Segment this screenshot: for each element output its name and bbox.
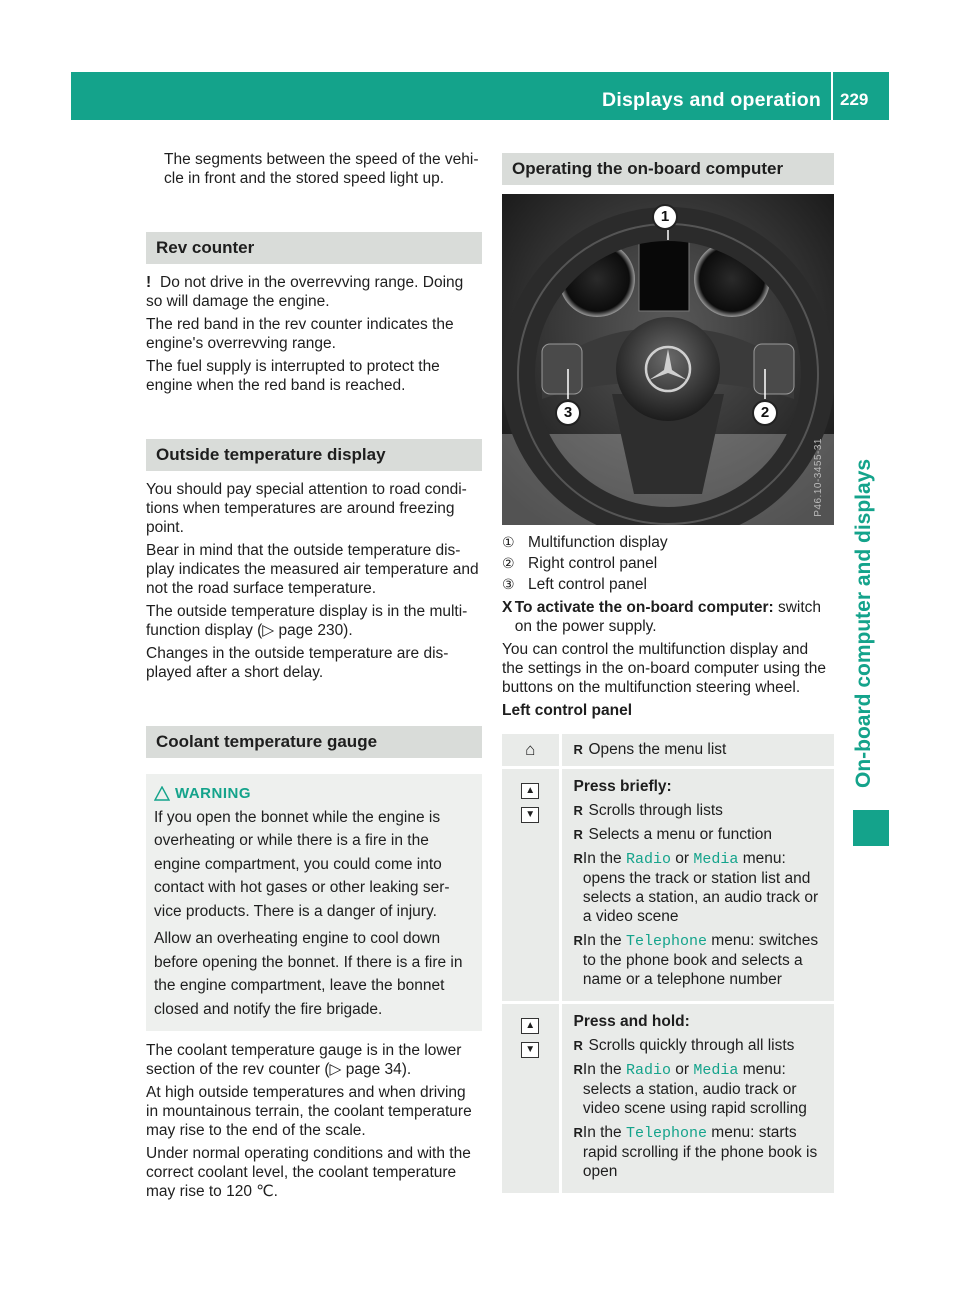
warning-paragraph-2: Allow an overheating engine to cool down before opening the bonnet. If there is a fire in the engine compartment, leave the bonnet closed and notify the fire brigade. — [154, 930, 463, 1018]
list-item-text — [583, 849, 826, 926]
home-key-cell — [502, 734, 560, 768]
table-row — [502, 768, 834, 1003]
legend-number: ③ — [502, 576, 515, 592]
control-table — [502, 734, 834, 1196]
press-briefly-desc — [560, 768, 834, 1003]
bullet-icon: R — [573, 742, 583, 757]
list-item — [574, 1036, 827, 1055]
warning-box — [146, 774, 482, 1031]
list-item — [574, 849, 827, 926]
legend-item — [502, 575, 834, 594]
text-part: In the — [582, 1061, 626, 1078]
legend-number: ② — [502, 555, 515, 571]
warning-triangle-icon — [154, 786, 170, 801]
control-paragraph: You can control the multifunction display and the settings in the on-board computer using the buttons on the multifunction steering wheel. — [502, 641, 826, 696]
coolant-heading: Coolant temperature gauge — [146, 726, 482, 758]
header-title: Displays and operation — [602, 89, 821, 111]
radio-menu-label: Radio — [625, 1062, 671, 1079]
press-briefly-title: Press briefly: — [573, 778, 672, 795]
rev-paragraph-2: The fuel supply is interrupted to protect the engine when the red band is reached. — [146, 358, 440, 394]
telephone-menu-label: Telephone — [625, 1125, 707, 1142]
bullet-icon: R — [573, 1038, 583, 1053]
image-code: P46.10-3455-31 — [813, 438, 824, 517]
arrow-keys-cell — [502, 768, 560, 1003]
step-text — [515, 598, 834, 636]
callout-1: 1 — [652, 204, 678, 230]
operating-heading: Operating the on-board computer — [502, 153, 834, 185]
coolant-paragraph-2: At high outside temperatures and when driving in mountainous terrain, the coolant temperature may rise to the end of the scale. — [146, 1084, 472, 1139]
rev-note-text: Do not drive in the overrevving range. Doing so will damage the engine. — [146, 274, 464, 310]
rev-counter-heading: Rev counter — [146, 232, 482, 264]
media-menu-label: Media — [693, 1062, 739, 1079]
text-part: or — [671, 850, 694, 867]
list-item — [574, 825, 827, 844]
text-part: In the — [582, 850, 626, 867]
outside-paragraph-4: Changes in the outside temperature are dis-played after a short delay. — [146, 645, 449, 681]
coolant-paragraph-1: The coolant temperature gauge is in the lower section of the rev counter (▷ page 34). — [146, 1042, 462, 1078]
side-tab-marker — [853, 810, 889, 846]
bullet-icon: R — [573, 827, 583, 842]
table-row — [502, 734, 834, 768]
warning-paragraph-1: If you open the bonnet while the engine is overheating or while there is a fire in the engine compartment, you could come into contact with hot gases or other leaking ser-vice products. There is a danger of injury. — [154, 808, 450, 920]
intro-text: The segments between the speed of the vehi-cle in front and the stored speed light up. — [164, 151, 479, 187]
row1-text: Opens the menu list — [588, 741, 727, 758]
list-item — [574, 1060, 827, 1118]
outside-temp-heading: Outside temperature display — [146, 439, 482, 471]
list-item-text: Scrolls through lists — [588, 802, 723, 819]
text-part: menu: switches to the phone book and selects a name or a telephone number — [582, 932, 819, 988]
home-key-desc — [560, 734, 834, 768]
right-column — [502, 150, 834, 1196]
arrow-keys-cell — [502, 1003, 560, 1195]
bullet-icon: R — [573, 1062, 583, 1077]
rev-paragraph-1: The red band in the rev counter indicates the engine's overrevving range. — [146, 316, 454, 352]
list-item-text: Selects a menu or function — [588, 826, 773, 843]
callout-3: 3 — [555, 400, 581, 426]
warning-title-text: WARNING — [175, 785, 251, 802]
left-panel-subhead: Left control panel — [502, 702, 633, 719]
header-separator — [831, 72, 833, 120]
outside-paragraph-3: The outside temperature display is in the multi-function display (▷ page 230). — [146, 603, 468, 639]
list-item-text — [583, 1123, 826, 1181]
text-part: In the — [582, 932, 626, 949]
press-hold-desc — [560, 1003, 834, 1195]
media-menu-label: Media — [693, 851, 739, 868]
table-row — [502, 1003, 834, 1195]
outside-paragraph-1: You should pay special attention to road condi-tions when temperatures are around freezing point. — [146, 481, 467, 536]
list-item — [574, 801, 827, 820]
legend-label: Multifunction display — [528, 534, 668, 551]
list-item-text: Scrolls quickly through all lists — [588, 1037, 795, 1054]
outside-paragraph-2: Bear in mind that the outside temperature dis-play indicates the measured air temperature and not the road surface temperature. — [146, 542, 479, 597]
radio-menu-label: Radio — [625, 851, 671, 868]
list-item — [574, 931, 827, 989]
legend-item — [502, 554, 834, 573]
text-part: menu: starts rapid scrolling if the phone book is open — [582, 1124, 818, 1180]
legend-number: ① — [502, 534, 515, 550]
text-part: In the — [582, 1124, 626, 1141]
home-icon: ⌂ — [525, 740, 536, 759]
step-bold: To activate the on-board computer: — [514, 599, 774, 616]
legend-label: Left control panel — [528, 576, 647, 593]
steering-wheel-illustration — [502, 194, 834, 525]
legend-label: Right control panel — [528, 555, 658, 572]
bullet-icon: R — [573, 1125, 583, 1140]
up-arrow-icon: ▲ — [521, 783, 539, 799]
telephone-menu-label: Telephone — [625, 933, 707, 950]
side-tab-label: On-board computer and displays — [852, 458, 875, 788]
press-hold-title: Press and hold: — [573, 1013, 690, 1030]
step-rest: switch on the power supply. — [514, 599, 822, 635]
coolant-paragraph-3: Under normal operating conditions and with the correct coolant level, the coolant temperature may rise to 120 ℃. — [146, 1145, 471, 1200]
page-number: 229 — [840, 90, 869, 109]
list-item — [574, 740, 827, 759]
up-arrow-icon: ▲ — [521, 1018, 539, 1034]
text-part: or — [671, 1061, 694, 1078]
bullet-icon: R — [573, 851, 583, 866]
list-item-text — [583, 931, 826, 989]
steering-wheel-photo — [502, 194, 834, 525]
text-part: menu: selects a station, audio track or video scene using rapid scrolling — [582, 1061, 807, 1117]
down-arrow-icon: ▼ — [521, 807, 539, 823]
rev-note — [146, 273, 482, 311]
step-arrow-icon: X — [502, 599, 513, 616]
bullet-icon: R — [573, 803, 583, 818]
bullet-icon: R — [573, 933, 583, 948]
warning-title — [154, 782, 474, 806]
caution-icon: ! — [146, 274, 152, 291]
down-arrow-icon: ▼ — [521, 1042, 539, 1058]
activate-step — [502, 598, 834, 636]
callout-2: 2 — [752, 400, 778, 426]
list-item-text — [583, 1060, 826, 1118]
list-item — [574, 1123, 827, 1181]
text-part: menu: opens the track or station list and selects a station, an audio track or a video scene — [582, 850, 819, 925]
left-column — [146, 150, 482, 1205]
legend-item — [502, 533, 834, 552]
